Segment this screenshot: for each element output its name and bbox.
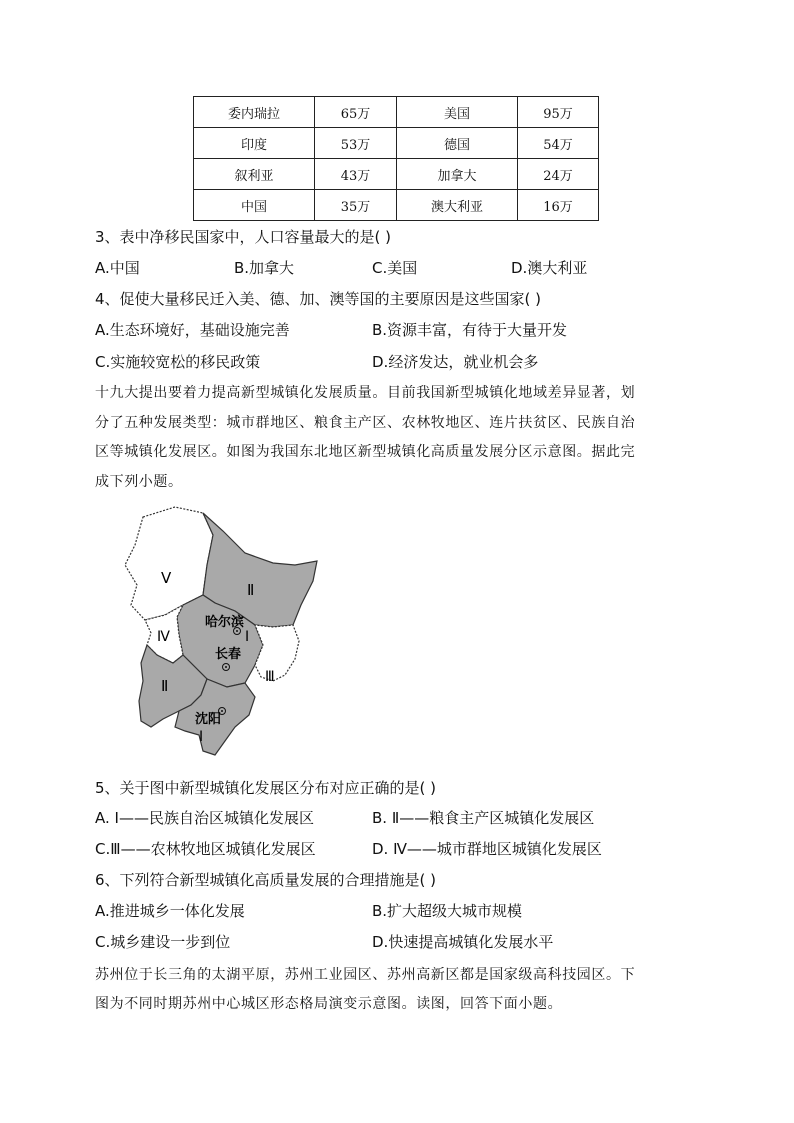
question-3-stem: 3、表中净移民国家中，人口容量最大的是( ) — [95, 228, 392, 246]
table-cell: 中国 — [194, 190, 315, 221]
question-6-option-c[interactable]: C.城乡建设一步到位 — [95, 933, 231, 951]
table-cell: 美国 — [397, 97, 518, 128]
question-4-stem: 4、促使大量移民迁入美、德、加、澳等国的主要原因是这些国家( ) — [95, 290, 542, 308]
table-cell: 35万 — [315, 190, 397, 221]
question-5-option-d[interactable]: D. Ⅳ——城市群地区城镇化发展区 — [372, 840, 602, 858]
question-3-option-b[interactable]: B.加拿大 — [234, 259, 295, 277]
northeast-china-urbanization-map — [95, 505, 325, 765]
region-label-ii-east: Ⅱ — [247, 581, 255, 599]
region-iii-area — [255, 625, 299, 681]
shenyang-marker-dot — [221, 710, 223, 712]
region-label-ii-west: Ⅱ — [161, 677, 169, 695]
harbin-marker-dot — [236, 630, 238, 632]
table-cell: 委内瑞拉 — [194, 97, 315, 128]
question-5-stem: 5、关于图中新型城镇化发展区分布对应正确的是( ) — [95, 779, 437, 797]
question-4-option-a[interactable]: A.生态环境好，基础设施完善 — [95, 321, 290, 339]
question-5-option-a[interactable]: A. Ⅰ——民族自治区城镇化发展区 — [95, 809, 314, 827]
table-cell: 叙利亚 — [194, 159, 315, 190]
region-label-i-south: Ⅰ — [199, 729, 204, 745]
paragraph-line: 苏州位于长三角的太湖平原，苏州工业园区、苏州高新区都是国家级高科技园区。下 — [95, 967, 636, 983]
table-row — [194, 128, 599, 159]
table-cell: 16万 — [518, 190, 599, 221]
table-cell: 印度 — [194, 128, 315, 159]
question-3-option-d[interactable]: D.澳大利亚 — [511, 259, 588, 277]
question-6-option-d[interactable]: D.快速提高城镇化发展水平 — [372, 933, 554, 951]
region-label-iv: Ⅳ — [157, 629, 170, 645]
city-label-harbin: 哈尔滨 — [205, 615, 245, 630]
paragraph-line: 分了五种发展类型：城市群地区、粮食主产区、农林牧地区、连片扶贫区、民族自治 — [95, 415, 636, 431]
paragraph-line: 区等城镇化发展区。如图为我国东北地区新型城镇化高质量发展分区示意图。据此完 — [95, 444, 636, 460]
material-paragraph-1 — [95, 382, 705, 492]
paragraph-line: 十九大提出要着力提高新型城镇化发展质量。目前我国新型城镇化地域差异显著，划 — [95, 385, 636, 401]
question-6-option-a[interactable]: A.推进城乡一体化发展 — [95, 902, 245, 920]
table-row — [194, 190, 599, 221]
question-4-option-c[interactable]: C.实施较宽松的移民政策 — [95, 353, 261, 371]
question-6-option-b[interactable]: B.扩大超级大城市规模 — [372, 902, 523, 920]
changchun-marker-dot — [225, 666, 227, 668]
migration-table — [193, 96, 599, 221]
table-cell: 65万 — [315, 97, 397, 128]
question-4-option-d[interactable]: D.经济发达，就业机会多 — [372, 353, 539, 371]
city-label-changchun: 长春 — [215, 647, 242, 662]
table-cell: 43万 — [315, 159, 397, 190]
question-3-option-c[interactable]: C.美国 — [372, 259, 418, 277]
question-3-option-a[interactable]: A.中国 — [95, 259, 140, 277]
region-label-i-north: Ⅰ — [245, 629, 250, 645]
table-row — [194, 159, 599, 190]
table-cell: 53万 — [315, 128, 397, 159]
table-cell: 澳大利亚 — [397, 190, 518, 221]
question-5-option-b[interactable]: B. Ⅱ——粮食主产区城镇化发展区 — [372, 809, 595, 827]
question-6-stem: 6、下列符合新型城镇化高质量发展的合理措施是( ) — [95, 871, 437, 889]
city-label-shenyang: 沈阳 — [195, 712, 222, 727]
table-cell: 加拿大 — [397, 159, 518, 190]
region-label-v: Ⅴ — [161, 569, 172, 587]
table-cell: 54万 — [518, 128, 599, 159]
table-cell: 95万 — [518, 97, 599, 128]
question-5-option-c[interactable]: C.Ⅲ——农林牧地区城镇化发展区 — [95, 840, 316, 858]
region-label-iii: Ⅲ — [265, 669, 275, 685]
table-row — [194, 97, 599, 128]
table-cell: 德国 — [397, 128, 518, 159]
paragraph-line: 图为不同时期苏州中心城区形态格局演变示意图。读图，回答下面小题。 — [95, 996, 563, 1012]
paragraph-line: 成下列小题。 — [95, 474, 183, 490]
table-cell: 24万 — [518, 159, 599, 190]
material-paragraph-2 — [95, 964, 705, 1014]
question-4-option-b[interactable]: B.资源丰富，有待于大量开发 — [372, 321, 568, 339]
